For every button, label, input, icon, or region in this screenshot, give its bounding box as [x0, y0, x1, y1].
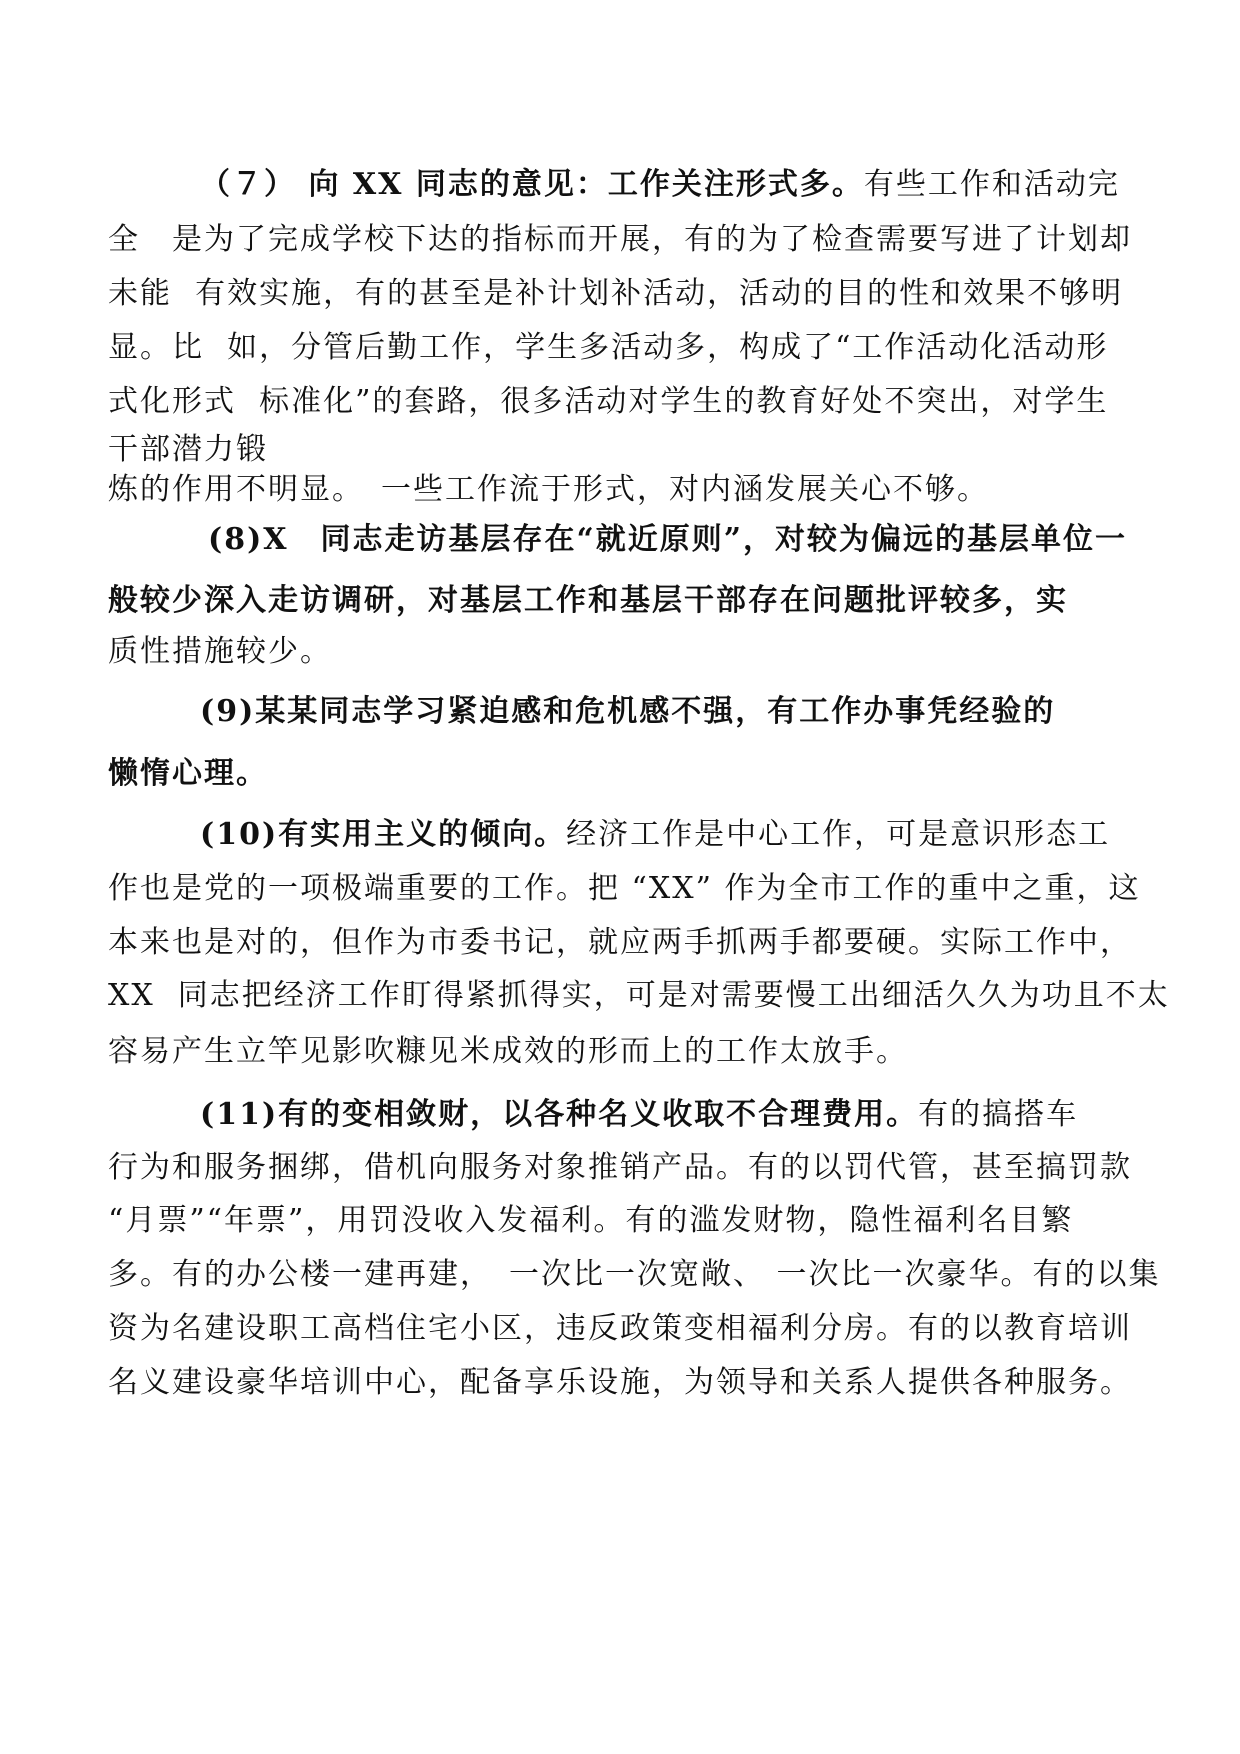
- paragraph-8-line-3: 质性措施较少。: [108, 634, 332, 669]
- paragraph-11-line-2: 行为和服务捆绑，借机向服务对象推销产品。有的以罚代管，甚至搞罚款: [108, 1150, 1132, 1185]
- paragraph-7-line-7: 炼的作用不明显。 一些工作流于形式，对内涵发展关心不够。: [108, 472, 989, 507]
- paragraph-8-line-2: 般较少深入走访调研，对基层工作和基层干部存在问题批评较多，实: [108, 583, 1068, 618]
- paragraph-7-line-1: [200, 165, 1230, 205]
- paragraph-7-heading: （７） 向 XX 同志的意见：工作关注形式多。: [200, 167, 864, 202]
- paragraph-7-line-3: 未能 有效实施，有的甚至是补计划补活动，活动的目的性和效果不够明: [108, 276, 1124, 311]
- paragraph-7-line-6: 干部潜力锻: [108, 432, 268, 467]
- paragraph-10-line-1: [200, 815, 1230, 855]
- paragraph-7-line-2: 全 是为了完成学校下达的指标而开展，有的为了检查需要写进了计划却: [108, 222, 1132, 257]
- paragraph-10-line-3: 本来也是对的，但作为市委书记，就应两手抓两手都要硬。实际工作中，: [108, 925, 1132, 960]
- paragraph-10-text: 经济工作是中心工作，可是意识形态工: [566, 817, 1111, 852]
- paragraph-10-line-2: 作也是党的一项极端重要的工作。把 “XX” 作为全市工作的重中之重，这: [108, 871, 1141, 906]
- paragraph-9-line-1: (9)某某同志学习紧迫感和危机感不强，有工作办事凭经验的: [200, 694, 1056, 729]
- paragraph-11-line-6: 名义建设豪华培训中心，配备享乐设施，为领导和关系人提供各种服务。: [108, 1365, 1132, 1400]
- paragraph-10-line-5: 容易产生立竿见影吹糠见米成效的形而上的工作太放手。: [108, 1034, 908, 1069]
- paragraph-10-heading: (10)有实用主义的倾向。: [200, 817, 567, 852]
- paragraph-8-line-1: (8)X 同志走访基层存在“就近原则”，对较为偏远的基层单位一: [208, 522, 1128, 557]
- paragraph-11-line-3: “月票”“年票”，用罚没收入发福利。有的滥发财物，隐性福利名目繁: [108, 1203, 1074, 1238]
- paragraph-7-text: 有些工作和活动完: [863, 167, 1120, 202]
- paragraph-9-line-2: 懒惰心理。: [108, 756, 268, 791]
- paragraph-11-line-1: [200, 1095, 1230, 1135]
- paragraph-10-line-4: XX 同志把经济工作盯得紧抓得实，可是对需要慢工出细活久久为功且不太: [108, 978, 1170, 1013]
- paragraph-11-line-5: 资为名建设职工高档住宅小区，违反政策变相福利分房。有的以教育培训: [108, 1311, 1132, 1346]
- paragraph-11-line-4: 多。有的办公楼一建再建， 一次比一次宽敞、 一次比一次豪华。有的以集: [108, 1257, 1161, 1292]
- paragraph-7-line-5: 式化形式 标准化”的套路，很多活动对学生的教育好处不突出，对学生: [108, 384, 1109, 419]
- paragraph-11-heading: (11)有的变相敛财，以各种名义收取不合理费用。: [200, 1097, 919, 1132]
- paragraph-11-text: 有的搞搭车: [918, 1097, 1079, 1132]
- paragraph-7-line-4: 显。比 如，分管后勤工作，学生多活动多，构成了“工作活动化活动形: [108, 330, 1109, 365]
